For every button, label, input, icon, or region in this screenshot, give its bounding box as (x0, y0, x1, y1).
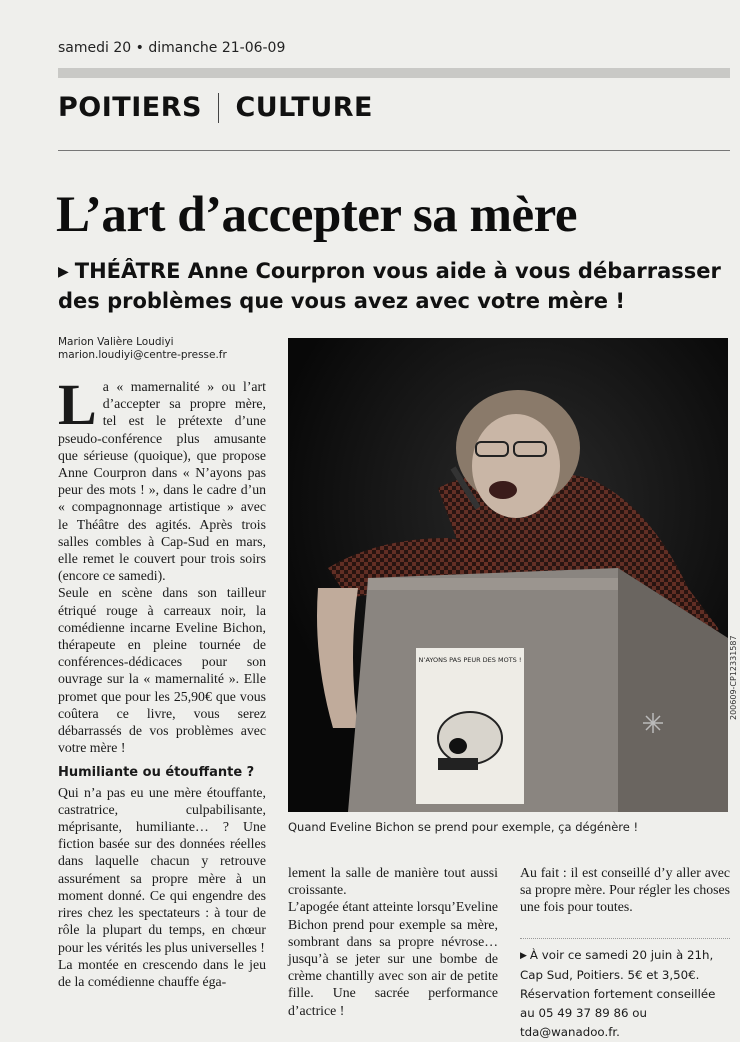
article-column-3 (520, 864, 730, 916)
dateline: samedi 20 • dimanche 21-06-09 (58, 40, 286, 56)
paragraph-1: a « mamernalité » ou l’art d’accepter sa propre mère, tel est le prétexte d’une pseudo-conférence plus amusante que sérieuse (quoique), que propose Anne Courpron dans « N’ayons pas peur des mots ! », dans le cadre d’un « compagnonnage artistique » avec le Théâtre des agités. Après trois salles combles à Cap-Sud en mars, elle remet le couvert pour trois soirs (encore ce samedi). (58, 379, 266, 584)
section-rule (58, 150, 730, 151)
paragraph-7: Au fait : il est conseillé d’y aller avec sa propre mère. Pour régler les choses une fois pour toutes. (520, 865, 730, 915)
triangle-bullet-icon: ▶ (520, 951, 527, 961)
section-rubric: CULTURE (235, 92, 373, 123)
paragraph-6: L’apogée étant atteinte lorsqu’Eveline Bichon prend pour exemple sa mère, sombrant dans sa propre névrose… jusqu’à se jeter sur une bombe de crème chantilly avec son air de petite fille. Une sacrée performance d’actrice ! (288, 899, 498, 1018)
subhead: Humiliante ou étouffante ? (58, 765, 255, 781)
performer-photo-illustration (288, 338, 728, 812)
info-box (520, 946, 730, 1042)
info-text: À voir ce samedi 20 juin à 21h, Cap Sud, Poitiers. 5€ et 3,50€. Réservation fortement conseillée au 05 49 37 89 86 ou tda@wanadoo.fr. (520, 948, 716, 1039)
byline (58, 336, 227, 362)
triangle-bullet-icon: ▶ (58, 264, 69, 280)
article-photo (288, 338, 728, 812)
lectern-sign-text: N’AYONS PAS PEUR DES MOTS ! (418, 656, 522, 664)
section-header (58, 92, 373, 123)
byline-author: Marion Valière Loudiyi (58, 336, 174, 348)
photo-caption: Quand Eveline Bichon se prend pour exemple, ça dégénère ! (288, 820, 639, 834)
headline: L’art d’accepter sa mère (56, 187, 577, 243)
article-column-2 (288, 864, 498, 1019)
deck (58, 257, 730, 316)
paragraph-4: La montée en crescendo dans le jeu de la comédienne chauffe éga- (58, 956, 266, 989)
paragraph-2: Seule en scène dans son tailleur étriqué rouge à carreaux noir, la comédienne incarne Eveline Bichon, thérapeute en pleine tournée de conférences-dédicaces pour son ouvrage sur la « mamernalité ». Elle promet que pour les 25,90€ que vous coûtera ce livre, vous serez débarrassés de vos problèmes avec votre mère ! (58, 585, 266, 756)
article-column-1 (58, 378, 266, 1028)
deck-text: Anne Courpron vous aide à vous débarrasser des problèmes que vous avez avec votre mère ! (58, 259, 721, 313)
section-divider (218, 93, 220, 123)
info-divider (520, 938, 730, 939)
photo-credit: 200609-CP12331587 (729, 635, 738, 720)
paragraph-3: Qui n’a pas eu une mère étouffante, castratrice, culpabilisante, méprisante, humiliante… ? Une fiction basée sur des données réelles dans laquelle chacun y retrouve assurément sa propre mère à un moment donné. Ce qui engendre des rires chez les spectateurs : à tour de rôle la plupart du temps, en chœur pour les vérités les plus universelles ! (58, 784, 266, 955)
deck-kicker: THÉÂTRE (74, 259, 181, 283)
section-city: POITIERS (58, 92, 202, 123)
drop-cap: L (58, 378, 97, 437)
header-bar (58, 68, 730, 78)
byline-email: marion.loudiyi@centre-presse.fr (58, 349, 227, 361)
paragraph-5: lement la salle de manière tout aussi croissante. (288, 865, 498, 898)
